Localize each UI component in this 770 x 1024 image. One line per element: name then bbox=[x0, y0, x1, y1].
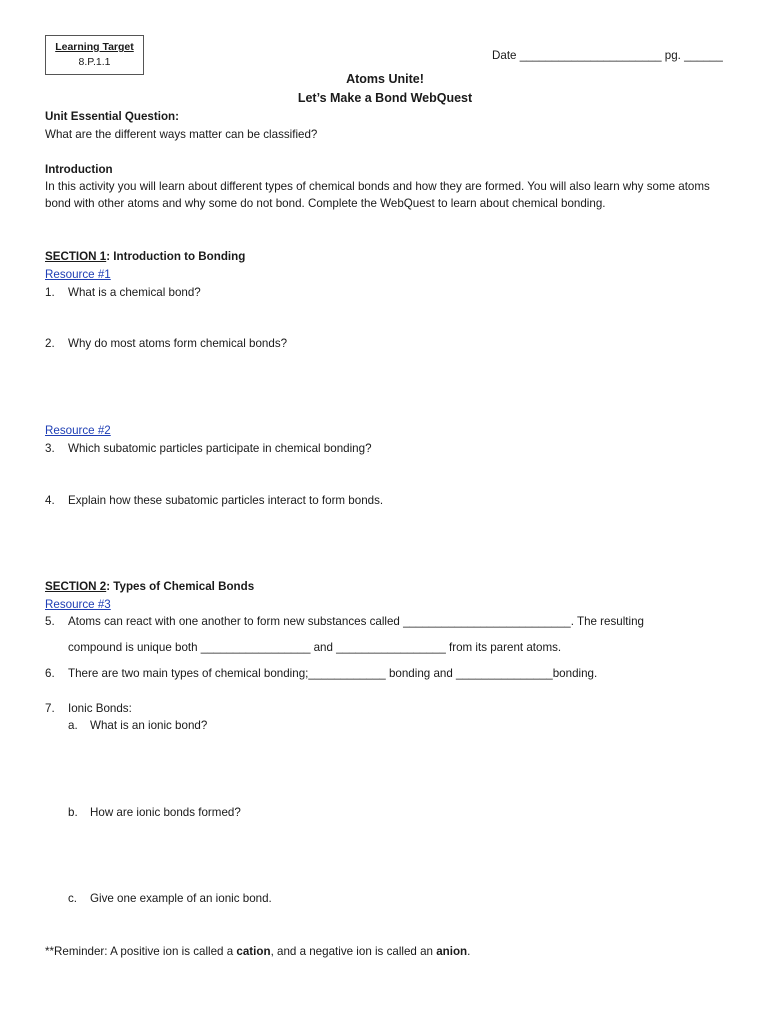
learning-target-box bbox=[45, 35, 144, 75]
question-7c bbox=[68, 890, 272, 907]
question-4 bbox=[45, 492, 383, 509]
section-2-heading bbox=[45, 578, 254, 595]
essential-question-heading: Unit Essential Question: bbox=[45, 110, 179, 123]
resource-1-link[interactable]: Resource #1 bbox=[45, 268, 111, 281]
question-2-number: 2. bbox=[45, 337, 55, 350]
question-6-text: There are two main types of chemical bonding;____________ bonding and _______________bonding. bbox=[68, 667, 598, 680]
date-line: Date ______________________ pg. ______ bbox=[492, 49, 723, 62]
introduction-heading: Introduction bbox=[45, 163, 113, 176]
anion-term: anion bbox=[436, 945, 468, 958]
question-7a-text: What is an ionic bond? bbox=[90, 719, 208, 732]
question-3 bbox=[45, 440, 372, 457]
question-5-text: Atoms can react with one another to form new substances called __________________________. The resulting bbox=[68, 615, 645, 628]
question-7a-letter: a. bbox=[68, 719, 78, 732]
learning-target-code: 8.P.1.1 bbox=[78, 56, 111, 68]
section-1-label: SECTION 1 bbox=[45, 250, 107, 263]
page-title: Atoms Unite! bbox=[346, 72, 424, 86]
question-2-text: Why do most atoms form chemical bonds? bbox=[68, 337, 288, 350]
essential-question-text: What are the different ways matter can be classified? bbox=[45, 128, 318, 141]
ion-reminder bbox=[45, 943, 470, 960]
section-1-title: : Introduction to Bonding bbox=[106, 250, 246, 263]
reminder-text-start: **Reminder: A positive ion is called a bbox=[45, 945, 237, 958]
page-subtitle: Let’s Make a Bond WebQuest bbox=[297, 91, 473, 105]
question-7c-letter: c. bbox=[68, 892, 78, 905]
introduction-text: In this activity you will learn about different types of chemical bonds and how they are formed. You will also learn why some atoms bond with other atoms and why some do not bond. Complete the WebQuest to learn about chemical bonding. bbox=[45, 180, 710, 210]
question-1-text: What is a chemical bond? bbox=[68, 286, 201, 299]
resource-3-link[interactable]: Resource #3 bbox=[45, 598, 111, 611]
question-7b-text: How are ionic bonds formed? bbox=[90, 806, 241, 819]
question-4-text: Explain how these subatomic particles interact to form bonds. bbox=[68, 494, 384, 507]
reminder-text-middle: , and a negative ion is called an bbox=[270, 945, 437, 958]
question-2 bbox=[45, 335, 287, 352]
section-2-title: : Types of Chemical Bonds bbox=[106, 580, 255, 593]
section-1-heading bbox=[45, 248, 245, 265]
question-5-continued: compound is unique both _________________ and _________________ from its parent atoms. bbox=[68, 641, 562, 654]
question-7 bbox=[45, 700, 132, 717]
question-5-number: 5. bbox=[45, 615, 55, 628]
question-4-number: 4. bbox=[45, 494, 55, 507]
cation-term: cation bbox=[236, 945, 271, 958]
question-3-text: Which subatomic particles participate in chemical bonding? bbox=[68, 442, 372, 455]
resource-2-link[interactable]: Resource #2 bbox=[45, 424, 111, 437]
question-7b-letter: b. bbox=[68, 806, 78, 819]
question-1-number: 1. bbox=[45, 286, 55, 299]
question-7c-text: Give one example of an ionic bond. bbox=[90, 892, 272, 905]
question-5 bbox=[45, 613, 644, 630]
question-3-number: 3. bbox=[45, 442, 55, 455]
question-7-number: 7. bbox=[45, 702, 55, 715]
question-1 bbox=[45, 284, 201, 301]
section-2-label: SECTION 2 bbox=[45, 580, 107, 593]
question-7-text: Ionic Bonds: bbox=[68, 702, 132, 715]
question-6-number: 6. bbox=[45, 667, 55, 680]
learning-target-title: Learning Target bbox=[55, 41, 134, 53]
question-7b bbox=[68, 804, 241, 821]
reminder-text-end: . bbox=[467, 945, 471, 958]
question-7a bbox=[68, 717, 207, 734]
question-6 bbox=[45, 665, 597, 682]
